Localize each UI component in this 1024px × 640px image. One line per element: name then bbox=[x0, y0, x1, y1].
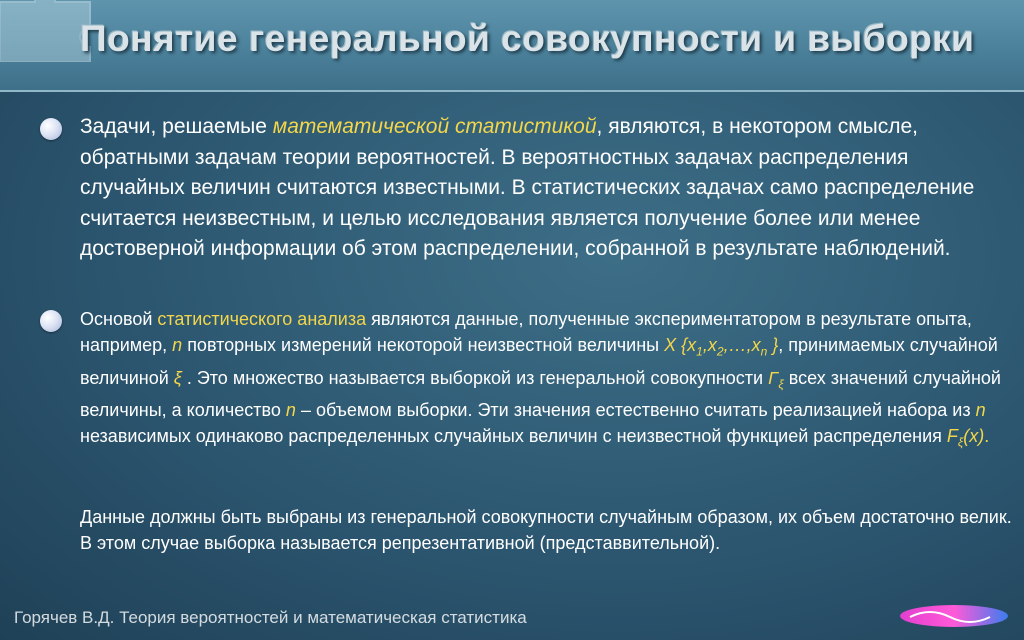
text-run: всех значений случайной величины, а количество bbox=[80, 367, 1001, 421]
footer-text: Горячев В.Д. Теория вероятностей и математическая статистика bbox=[14, 608, 527, 627]
text-run: Задачи, решаемые bbox=[80, 115, 273, 138]
logo-icon bbox=[898, 603, 1010, 629]
text-run: Основой bbox=[80, 309, 158, 329]
text-run: F bbox=[946, 426, 958, 447]
text-run: Γ bbox=[768, 367, 779, 388]
symbol-xi: ξ bbox=[173, 367, 182, 388]
text-run: (x) bbox=[963, 426, 985, 447]
title-bar bbox=[0, 0, 1024, 92]
subscript: 2 bbox=[716, 344, 724, 359]
text-run: являются данные, полученные экспериментатором в результате опыта, например, bbox=[80, 309, 972, 355]
subscript: ξ bbox=[778, 377, 784, 392]
text-run: , принимаемых случайной величиной bbox=[80, 335, 998, 388]
text-run: X {x bbox=[664, 335, 697, 355]
bullet-icon bbox=[40, 310, 62, 332]
highlight-term: математической статистикой bbox=[272, 115, 597, 138]
sample-set bbox=[664, 335, 779, 359]
bullet-text-analysis bbox=[80, 306, 1015, 456]
text-run: – объемом выборки. Эти значения естественно считать реализацией набора из bbox=[295, 400, 976, 421]
slide-content bbox=[0, 100, 1024, 600]
symbol-n: n bbox=[172, 335, 183, 355]
text-run: ,…,x bbox=[723, 335, 761, 355]
highlight-term: статистического анализа bbox=[157, 309, 367, 329]
bullet-text-tasks bbox=[80, 112, 1015, 265]
text-run: ,x bbox=[702, 335, 717, 355]
text-run: независимых одинаково распределенных случайных величин с неизвестной функцией распределения bbox=[80, 426, 947, 447]
text-run: , являются, в некотором смысле, обратными задачам теории вероятностей. В вероятностных задачах распределения случайных величин считаются известными. В статистических задачах само распределение считается неизвестным, и целью исследования является получение более или менее достоверной информации об этом распределении, собранной в результате наблюдений. bbox=[80, 115, 975, 260]
text-run: повторных измерений некоторой неизвестной величины bbox=[182, 335, 660, 355]
symbol-n: n bbox=[285, 400, 296, 421]
subscript: 1 bbox=[696, 344, 703, 359]
text-run: } bbox=[767, 335, 779, 355]
subscript: n bbox=[760, 344, 768, 359]
symbol-n: n bbox=[975, 400, 986, 421]
paragraph-representative: Данные должны быть выбраны из генеральной совокупности случайным образом, их объем достаточно велик. В этом случае выборка называется репрезентативной (представвительной). bbox=[80, 507, 1012, 553]
symbol-gamma-xi bbox=[768, 367, 784, 392]
subscript: ξ bbox=[957, 435, 964, 450]
text-run: . Это множество называется выборкой из генеральной совокупности bbox=[181, 367, 769, 388]
bullet-icon bbox=[40, 118, 62, 140]
distribution-function bbox=[946, 426, 985, 450]
slide-title: Понятие генеральной совокупности и выборки bbox=[80, 18, 975, 59]
text-run: . bbox=[984, 426, 990, 447]
